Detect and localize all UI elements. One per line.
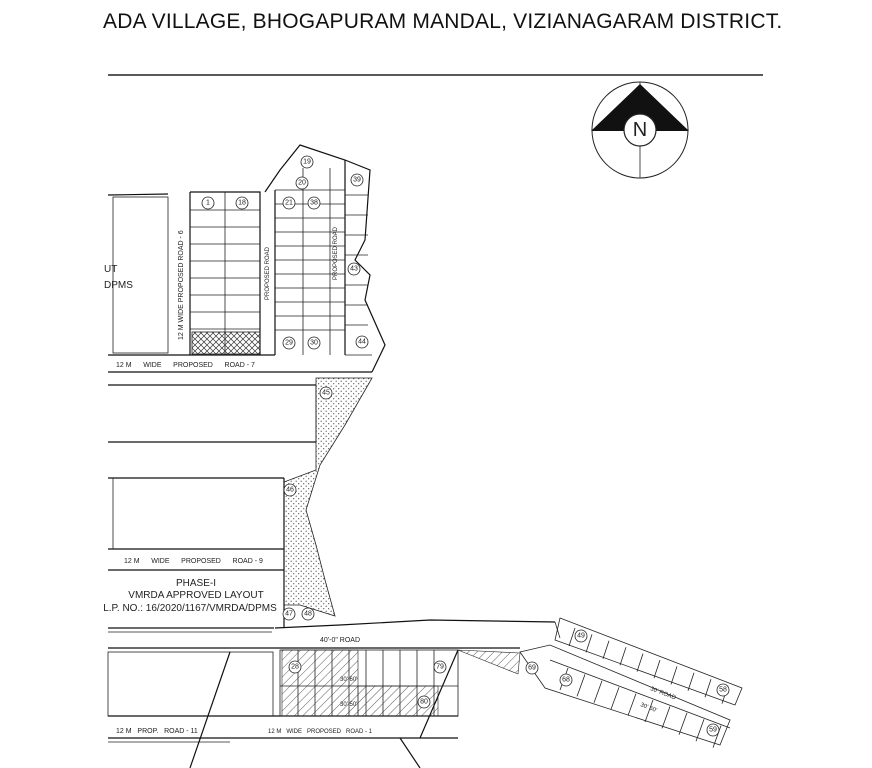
plot-number: 30: [310, 339, 318, 347]
drawing-title: ADA VILLAGE, BHOGAPURAM MANDAL, VIZIANAGARAM DISTRICT.: [103, 10, 783, 33]
vertical-road-label-2: PROPOSED ROAD: [333, 226, 339, 280]
plot-divider: [679, 713, 687, 735]
phase-lp-number: L.P. NO.: 16/2020/1167/VMRDA/DPMS: [103, 603, 277, 614]
plot-number: 58: [719, 686, 727, 694]
left-plot-label-1: UT: [104, 264, 118, 275]
plot-number: 43: [350, 265, 358, 273]
plot-number: 68: [562, 676, 570, 684]
open-space-dotted: [284, 378, 372, 616]
plot-divider: [696, 719, 704, 741]
plot-divider: [671, 666, 677, 684]
plot-number: 45: [322, 389, 330, 397]
plot-number: 46: [286, 486, 294, 494]
plot-number: 28: [291, 663, 299, 671]
road-7-label: 12 M WIDE PROPOSED ROAD - 7: [116, 362, 255, 369]
north-label: N: [632, 119, 648, 141]
road-6-label: 12 M WIDE PROPOSED ROAD - 6: [178, 230, 185, 340]
plot-grid-1: [190, 192, 260, 355]
road-40ft-label: 40'-0" ROAD: [320, 637, 361, 644]
road-30ft-label: 30' ROAD: [649, 686, 677, 702]
dimension-1: 30' 60': [340, 677, 358, 683]
road-9-label: 12 M WIDE PROPOSED ROAD - 9: [124, 558, 263, 565]
plot-divider: [569, 628, 575, 646]
north-arrow-icon: [591, 82, 689, 178]
plot-number: 21: [285, 199, 293, 207]
plot-number: 39: [353, 176, 361, 184]
plot-number: 49: [577, 632, 585, 640]
plot-number: 80: [420, 698, 428, 706]
plot-divider: [688, 673, 694, 691]
plot-number: 48: [304, 610, 312, 618]
plot-number: 20: [298, 179, 306, 187]
left-plot-label-2: DPMS: [104, 280, 133, 291]
plot-divider: [705, 679, 711, 697]
plot-number: 18: [238, 199, 246, 207]
phase-layout-label: VMRDA APPROVED LAYOUT: [128, 590, 264, 601]
plot-divider: [628, 694, 636, 716]
plot-number: 38: [310, 199, 318, 207]
lower-block: [108, 650, 520, 768]
plot-divider: [611, 687, 619, 709]
dimension-2: 30' 50': [340, 702, 358, 708]
plot-number: 44: [358, 338, 366, 346]
plot-divider: [637, 654, 643, 672]
plot-number: 29: [285, 339, 293, 347]
dimension-3: 30' 60': [639, 702, 658, 715]
plot-number: 79: [436, 663, 444, 671]
plot-number: 59: [709, 726, 717, 734]
plot-number: 69: [528, 664, 536, 672]
road-1-label: 12 M WIDE PROPOSED ROAD - 1: [268, 729, 373, 735]
plot-number: 1: [206, 199, 210, 207]
plot-divider: [620, 647, 626, 665]
plot-divider: [577, 674, 585, 696]
plot-divider: [662, 706, 670, 728]
vertical-road-label-1: PROPOSED ROAD: [265, 246, 271, 300]
road-11-label: 12 M PROP. ROAD - 11: [116, 728, 198, 735]
plot-number: 47: [285, 610, 293, 618]
plot-divider: [603, 641, 609, 659]
plot-divider: [594, 681, 602, 703]
phase-title: PHASE-I: [175, 578, 217, 589]
plot-divider: [654, 660, 660, 678]
plot-number: 19: [303, 158, 311, 166]
